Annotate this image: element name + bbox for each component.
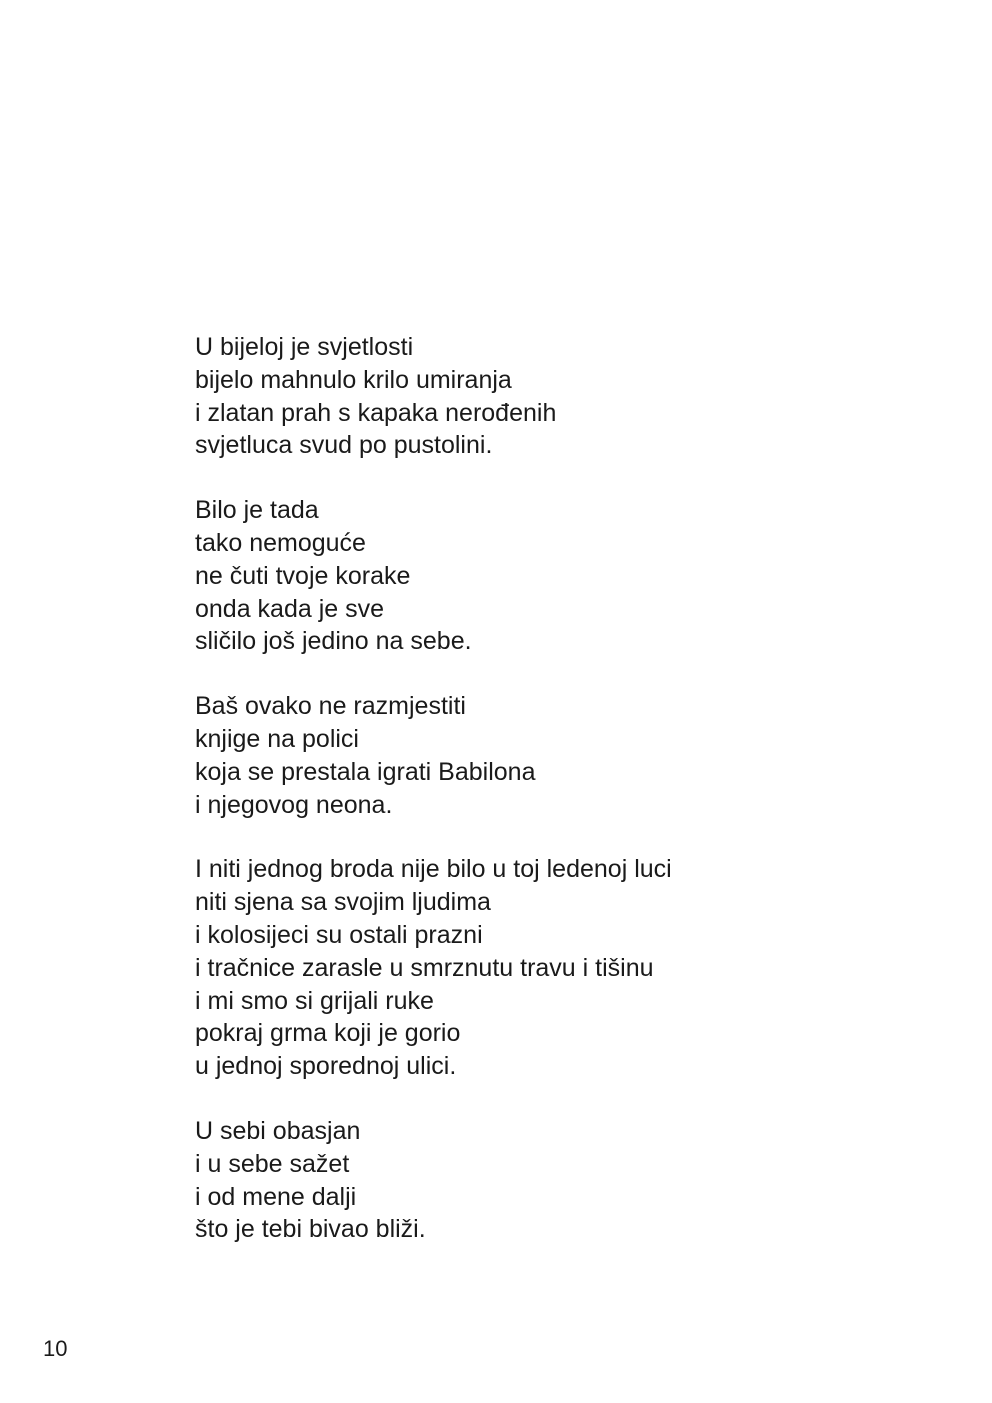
stanza-2: [195, 494, 895, 658]
poem-line: koja se prestala igrati Babilona: [195, 757, 536, 786]
poem-line: onda kada je sve: [195, 594, 385, 623]
poem-line: i tračnice zarasle u smrznutu travu i tišinu: [195, 953, 654, 982]
poem-line: i njegovog neona.: [195, 790, 393, 819]
poem-line: Baš ovako ne razmjestiti: [195, 692, 466, 721]
poem-line: I niti jednog broda nije bilo u toj ledenoj luci: [195, 855, 672, 884]
poem-line: tako nemoguće: [195, 528, 366, 557]
poem-line: knjige na polici: [195, 724, 359, 753]
poem-line: Bilo je tada: [195, 496, 319, 525]
poem-line: niti sjena sa svojim ljudima: [195, 888, 491, 917]
poem-line: pokraj grma koji je gorio: [195, 1019, 461, 1048]
poem-line: svjetluca svud po pustolini.: [195, 431, 493, 460]
poem-line: i mi smo si grijali ruke: [195, 986, 434, 1015]
poem-line: U sebi obasjan: [195, 1116, 361, 1145]
poem-line: U bijeloj je svjetlosti: [195, 333, 414, 361]
page-number: 10: [43, 1336, 68, 1361]
poem: [195, 331, 895, 1278]
stanza-5: [195, 1115, 895, 1246]
poem-line: bijelo mahnulo krilo umiranja: [195, 365, 512, 394]
poem-line: sličilo još jedino na sebe.: [195, 627, 472, 656]
stanza-4: [195, 853, 895, 1083]
stanza-3: [195, 690, 895, 821]
poem-line: i u sebe sažet: [195, 1149, 350, 1178]
poem-line: što je tebi bivao bliži.: [195, 1215, 426, 1244]
poem-line: i od mene dalji: [195, 1182, 357, 1211]
poem-line: ne čuti tvoje korake: [195, 561, 411, 590]
poem-line: u jednoj sporednoj ulici.: [195, 1052, 457, 1081]
poem-line: i kolosijeci su ostali prazni: [195, 920, 483, 949]
stanza-1: [195, 331, 895, 462]
poem-line: i zlatan prah s kapaka nerođenih: [195, 398, 557, 427]
